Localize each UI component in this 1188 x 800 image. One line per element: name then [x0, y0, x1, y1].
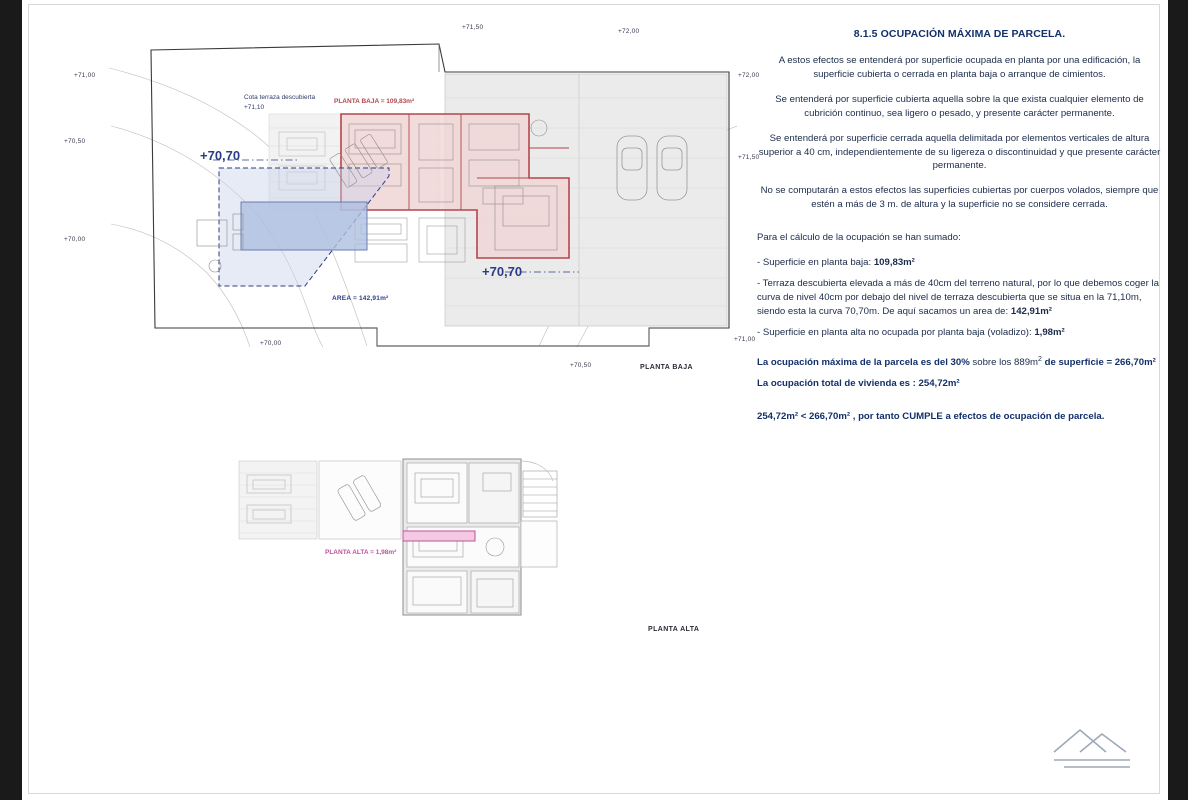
paragraph-4: No se computarán a estos efectos las superficies cubiertas por cuerpos volados, siempre que estén a más de 3 m. de altura y la superficie no se considere cerrada.: [760, 185, 1159, 211]
elevation-label: +70,50: [570, 362, 592, 369]
calc-item-2-label: - Terraza descubierta elevada a más de 40cm del terreno natural, por lo que debemos coger la curva de nivel 40cm por debajo del nivel de terraza descubierta que se situa en la 71,10m, siendo esta la curva 70,70m. De aquí sacamos un area de:: [757, 277, 1159, 317]
paragraph-3: Se entenderá por superficie cerrada aquella delimitada por elementos verticales de altura superior a 40 cm, independientemente de su ligereza o discontinuidad y que presente carácter permanente.: [758, 132, 1161, 172]
upper-floor-plan: [237, 455, 607, 630]
upper-plan-caption: PLANTA ALTA: [648, 626, 700, 633]
conclusion-compliance-bold: 254,72m² < 266,70m² , por tanto CUMPLE a efectos de ocupación de parcela.: [757, 410, 1105, 422]
conclusion-total-bold: La ocupación total de vivienda es : 254,72m²: [757, 377, 960, 389]
drawing-area: [22, 0, 760, 700]
conclusion-max-end: de superficie = 266,70m²: [1041, 356, 1156, 368]
calculation-intro: Para el cálculo de la ocupación se han sumado:: [757, 232, 961, 244]
studio-logo-icon: [1050, 722, 1136, 774]
conclusion-total-occupation: [757, 377, 1162, 391]
elevation-callout-left: +70,70: [200, 148, 241, 163]
conclusion-max-mid: sobre los 889m: [969, 356, 1039, 368]
paragraph-2: Se entenderá por superficie cubierta aquella sobre la que exista cualquier elemento de cubrición continuo, sea ligero o pesado, y presente carácter permanente.: [775, 93, 1144, 119]
elevation-label: +71,00: [734, 336, 756, 343]
planta-baja-area-tag: PLANTA BAJA = 109,83m²: [334, 98, 415, 105]
site-plan-planta-baja: [62, 10, 760, 390]
document-page: [22, 0, 1168, 800]
elevation-label: +72,00: [618, 28, 640, 35]
calc-item-1-value: 109,83m²: [873, 257, 915, 269]
calc-item-2: [757, 277, 1162, 319]
calc-item-3-value: 1,98m²: [1034, 326, 1065, 338]
conclusion-max-bold: La ocupación máxima de la parcela es del 30%: [757, 356, 970, 368]
elevation-label: +71,50: [738, 154, 760, 161]
calc-item-1-label: - Superficie en planta baja:: [757, 257, 874, 269]
text-column: [757, 28, 1172, 435]
site-plan-caption: PLANTA BAJA: [640, 364, 694, 371]
conclusion-occupation-max: [757, 355, 1162, 370]
planta-alta-area-tag: PLANTA ALTA = 1,98m²: [325, 549, 397, 556]
elevation-label: +71,00: [74, 72, 96, 79]
terrace-level-note-line2: +71,10: [244, 104, 265, 111]
calc-item-1: [757, 256, 1162, 270]
elevation-label: +70,50: [64, 138, 86, 145]
terrace-area-tag: AREA = 142,91m²: [332, 295, 389, 302]
elevation-label: +72,00: [738, 72, 760, 79]
plot-drawing: [109, 28, 737, 343]
calc-item-3-label: - Superficie en planta alta no ocupada por planta baja (voladizo):: [757, 326, 1035, 338]
elevation-label: +70,00: [260, 340, 282, 347]
elevation-label: +71,50: [462, 24, 484, 31]
elevation-callout-right: +70,70: [482, 264, 523, 279]
terrace-level-note-line1: Cota terraza descubierta: [244, 94, 316, 101]
superscript-2: 2: [1038, 355, 1042, 363]
calc-item-2-value: 142,91m²: [1010, 305, 1052, 317]
section-title: 8.1.5 OCUPACIÓN MÁXIMA DE PARCELA.: [853, 28, 1066, 40]
paragraph-1: A estos efectos se entenderá por superficie ocupada en planta por una edificación, la superficie cubierta o cerrada en planta baja o arranque de cimientos.: [778, 55, 1141, 80]
conclusion-compliance: [757, 410, 1162, 424]
elevation-label: +70,00: [64, 236, 86, 243]
calc-item-3: [757, 326, 1162, 340]
